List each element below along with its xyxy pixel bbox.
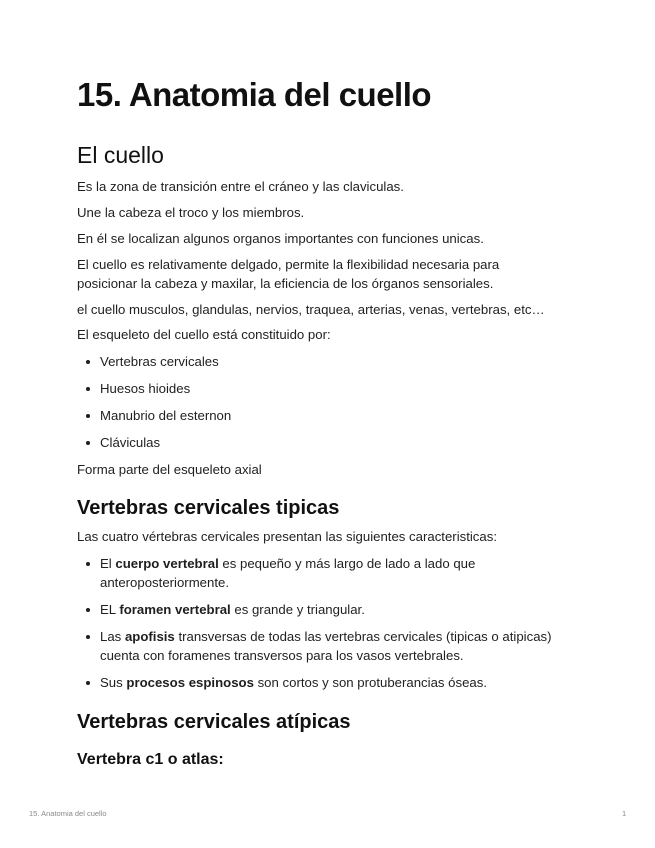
list-item: Sus procesos espinosos son cortos y son protuberancias óseas.	[77, 673, 577, 692]
paragraph: Une la cabeza el troco y los miembros.	[77, 205, 305, 220]
page-title: 15. Anatomia del cuello	[77, 76, 432, 113]
list-item: Huesos hioides	[77, 379, 577, 398]
list-item: Las apofisis transversas de todas las vertebras cervicales (tipicas o atipicas) cuenta con foramenes transversos para los vasos vertebrales.	[77, 627, 577, 665]
paragraph: Forma parte del esqueleto axial	[77, 462, 262, 477]
subheading-atlas: Vertebra c1 o atlas:	[77, 751, 224, 768]
section-heading-tipicas: Vertebras cervicales tipicas	[77, 497, 340, 519]
paragraph: el cuello musculos, glandulas, nervios, traquea, arterias, venas, vertebras, etc…	[77, 302, 545, 317]
page-number: 1	[622, 809, 627, 818]
list-item: El cuerpo vertebral es pequeño y más largo de lado a lado que anteroposteriormente.	[77, 554, 520, 592]
skeleton-list	[77, 352, 577, 452]
list-item: Cláviculas	[77, 433, 577, 452]
footer-title: 15. Anatomia del cuello	[29, 809, 107, 818]
paragraph: Es la zona de transición entre el cráneo y las claviculas.	[77, 179, 404, 194]
features-list	[77, 554, 577, 692]
paragraph: El cuello es relativamente delgado, permite la flexibilidad necesaria para posicionar la cabeza y maxilar, la eficiencia de los órganos sensoriales.	[77, 257, 500, 291]
list-item: Vertebras cervicales	[77, 352, 577, 371]
section-heading-el-cuello: El cuello	[77, 142, 164, 168]
section-heading-atipicas: Vertebras cervicales atípicas	[77, 711, 351, 733]
list-item: EL foramen vertebral es grande y triangular.	[77, 600, 577, 619]
paragraph: El esqueleto del cuello está constituido por:	[77, 327, 331, 342]
paragraph: Las cuatro vértebras cervicales presentan las siguientes caracteristicas:	[77, 529, 497, 544]
paragraph: En él se localizan algunos organos importantes con funciones unicas.	[77, 231, 484, 246]
list-item: Manubrio del esternon	[77, 406, 577, 425]
